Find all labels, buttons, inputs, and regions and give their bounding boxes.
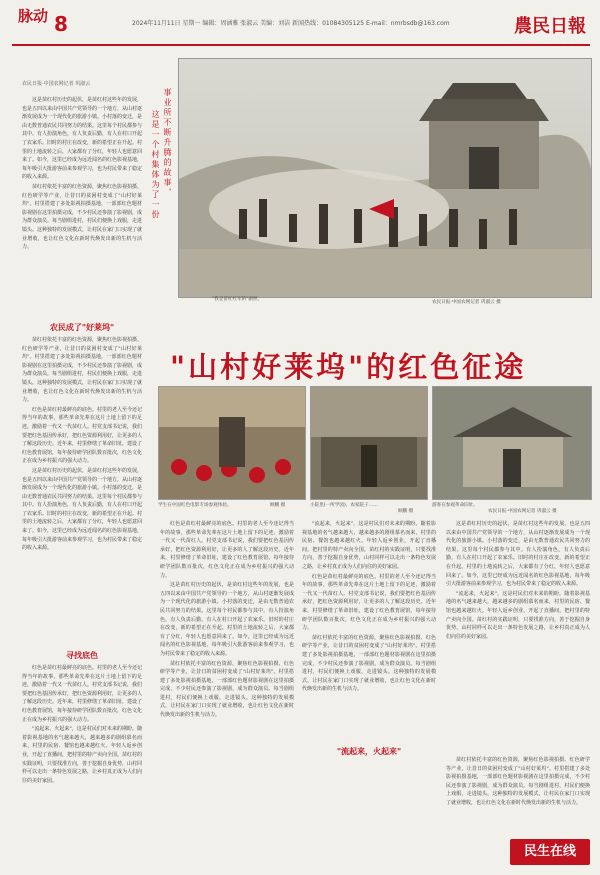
photo-students-credit: 顾鹏 摄 <box>270 503 286 508</box>
hero-photo <box>178 58 592 298</box>
photo-courtyard-caption: 小院里(一所学园)，农家院子…… <box>310 503 378 508</box>
section-heading-2: 寻找底色 <box>66 650 98 660</box>
article-title: "山村好莱坞"的红色征途 <box>170 350 527 384</box>
newspaper-brand: 農民日報 <box>514 16 586 37</box>
header-rule <box>12 44 590 46</box>
issue-meta: 2024年11月11日 星期一 编辑：周涵雅 张淑云 美编：刘洁 新闻热线：01084305125 E-mail：nmrbsdb@163.com <box>132 20 450 27</box>
hero-photo-illustration <box>179 59 591 297</box>
section-heading-3: "流起来，火起来" <box>336 746 402 756</box>
photo-courtyard <box>310 386 428 500</box>
photo-students <box>158 386 306 500</box>
page-header <box>12 8 590 42</box>
column-3-text: "流起来，火起来"，这是村民们对未来的期盼。随着影视基地的名气越来越大，越来越多的剧组慕名而来，村里的民宿、餐馆也越来越红火。年轻人返乡创业，开起了直播间，把村里的特产卖向全国。苗红村的实践证明，只要找准方向，善于挖掘自身优势，山村同样可以走出一条特色发展之路，让乡村真正成为人们向往的美好家园。 红色是苗红村最鲜亮的底色。村里的老人至今还记得当年的故事，那些革命先辈在这片土地上留下的足迹，激励着一代又一代苗红人。村党支部书记说，我们要把红色基因传承好，把红色资源利用好，让更多的人了解这段历史。近年来，村里修缮了革命旧址，建设了红色教育展馆，每年接待研学团队数百批次，红色文化正在成为乡村振兴的强大动力。 苗红村依托丰富的红色资源，聚焦红色影视拍摄、红色研学等产业，让昔日的贫困村变成了"山村好莱坞"。村里搭建了多处影视拍摄基地，一部部红色题材影视剧在这里拍摄完成，不少村民还参演了影视剧，成为群众演员。每当剧组进村，村民们便换上戏服，走进镜头。这种独特的发展模式，让村民在家门口实现了就业增收，也让红色文化在新时代焕发出新的生机与活力。 <box>302 521 436 693</box>
photo-courtyard-credit: 顾鹏 摄 <box>398 509 414 514</box>
vertical-slogan-1: 事业所不断升腾的故事， <box>163 88 172 198</box>
footer-badge: 民生在线 <box>510 839 590 865</box>
vertical-slogan-2: 这是一个村集体为了一份 <box>151 110 160 220</box>
photo-courtyard-illustration <box>311 387 427 499</box>
photo-old-site-illustration <box>433 387 591 499</box>
column-4-text: 这是苗红村历史的起伏，是苗红村这些年的发展，也是五四以来由中国共产党领导的一个地方，从山村逐渐发展成为一个现代化的旅游小镇。小村落的变迁，是由无数普通农民共同努力的结果。这里每个村民都参与其中。有人扮演角色，有人负责后勤，有人在村口开起了农家乐。旧时的村庄在改变，新的希望正在升起。村里的土地流转之后，大家都有了分红，年轻人也愿意回来了。如今，这里已经成为远近闻名的红色影视基地，每年吸引大批游客前来参观学习，也为村民带来了稳定的收入来源。 "流起来，火起来"，这是村民们对未来的期盼。随着影视基地的名气越来越大，越来越多的剧组慕名而来，村里的民宿、餐馆也越来越红火。年轻人返乡创业，开起了直播间，把村里的特产卖向全国。苗红村的实践证明，只要找准方向，善于挖掘自身优势，山村同样可以走出一条特色发展之路，让乡村真正成为人们向往的美好家园。 <box>446 521 590 640</box>
photo-old-site-credit: 农民日报·中国农网记者 巩淑云 摄 <box>488 509 557 514</box>
column-1b-text: 苗红村依托丰富的红色资源，聚焦红色影视拍摄、红色研学等产业，让昔日的贫困村变成了"山村好莱坞"。村里搭建了多处影视拍摄基地，一部部红色题材影视剧在这里拍摄完成，不少村民还参演了影视剧，成为群众演员。每当剧组进村，村民们便换上戏服，走进镜头。这种独特的发展模式，让村民在家门口实现了就业增收，也让红色文化在新时代焕发出新的生机与活力。 红色是苗红村最鲜亮的底色。村里的老人至今还记得当年的故事，那些革命先辈在这片土地上留下的足迹，激励着一代又一代苗红人。村党支部书记说，我们要把红色基因传承好，把红色资源利用好，让更多的人了解这段历史。近年来，村里修缮了革命旧址，建设了红色教育展馆，每年接待研学团队数百批次，红色文化正在成为乡村振兴的强大动力。 这是苗红村历史的起伏，是苗红村这些年的发展，也是五四以来由中国共产党领导的一个地方，从山村逐渐发展成为一个现代化的旅游小镇。小村落的变迁，是由无数普通农民共同努力的结果。这里每个村民都参与其中。有人扮演角色，有人负责后勤，有人在村口开起了农家乐。旧时的村庄在改变，新的希望正在升起。村里的土地流转之后，大家都有了分红，年轻人也愿意回来了。如今，这里已经成为远近闻名的红色影视基地，每年吸引大批游客前来参观学习，也为村民带来了稳定的收入来源。 <box>22 337 142 552</box>
section-logo <box>12 8 70 42</box>
section-heading-1: 农民成了"好莱坞" <box>49 322 115 332</box>
photo-old-site <box>432 386 592 500</box>
photo-students-illustration <box>159 387 305 499</box>
photo-old-site-caption: 游客在参观革命旧址。 <box>432 503 478 508</box>
column-1-text: 这是苗红村历史的起伏，是苗红村这些年的发展，也是五四以来由中国共产党领导的一个地方，从山村逐渐发展成为一个现代化的旅游小镇。小村落的变迁，是由无数普通农民共同努力的结果。这里每个村民都参与其中。有人扮演角色，有人负责后勤，有人在村口开起了农家乐。旧时的村庄在改变，新的希望正在升起。村里的土地流转之后，大家都有了分红，年轻人也愿意回来了。如今，这里已经成为远近闻名的红色影视基地，每年吸引大批游客前来参观学习，也为村民带来了稳定的收入来源。 苗红村依托丰富的红色资源，聚焦红色影视拍摄、红色研学等产业，让昔日的贫困村变成了"山村好莱坞"。村里搭建了多处影视拍摄基地，一部部红色题材影视剧在这里拍摄完成，不少村民还参演了影视剧，成为群众演员。每当剧组进村，村民们便换上戏服，走进镜头。这种独特的发展模式，让村民在家门口实现了就业增收，也让红色文化在新时代焕发出新的生机与活力。 <box>22 97 142 251</box>
hero-photo-caption: "我是苗红红军的"剧照。 <box>212 297 263 302</box>
column-4b-text: 苗红村依托丰富的红色资源，聚焦红色影视拍摄、红色研学等产业，让昔日的贫困村变成了"山村好莱坞"。村里搭建了多处影视拍摄基地，一部部红色题材影视剧在这里拍摄完成，不少村民还参演了影视剧，成为群众演员。每当剧组进村，村民们便换上戏服，走进镜头。这种独特的发展模式，让村民在家门口实现了就业增收，也让红色文化在新时代焕发出新的生机与活力。 <box>446 757 590 806</box>
byline-top: 农民日报·中国农网记者 巩淑云 <box>22 81 91 87</box>
column-2-text: 红色是苗红村最鲜亮的底色。村里的老人至今还记得当年的故事，那些革命先辈在这片土地上留下的足迹，激励着一代又一代苗红人。村党支部书记说，我们要把红色基因传承好，把红色资源利用好，让更多的人了解这段历史。近年来，村里修缮了革命旧址，建设了红色教育展馆，每年接待研学团队数百批次，红色文化正在成为乡村振兴的强大动力。 这是苗红村历史的起伏，是苗红村这些年的发展，也是五四以来由中国共产党领导的一个地方，从山村逐渐发展成为一个现代化的旅游小镇。小村落的变迁，是由无数普通农民共同努力的结果。这里每个村民都参与其中。有人扮演角色，有人负责后勤，有人在村口开起了农家乐。旧时的村庄在改变，新的希望正在升起。村里的土地流转之后，大家都有了分红，年轻人也愿意回来了。如今，这里已经成为远近闻名的红色影视基地，每年吸引大批游客前来参观学习，也为村民带来了稳定的收入来源。 苗红村依托丰富的红色资源，聚焦红色影视拍摄、红色研学等产业，让昔日的贫困村变成了"山村好莱坞"。村里搭建了多处影视拍摄基地，一部部红色题材影视剧在这里拍摄完成，不少村民还参演了影视剧，成为群众演员。每当剧组进村，村民们便换上戏服，走进镜头。这种独特的发展模式，让村民在家门口实现了就业增收，也让红色文化在新时代焕发出新的生机与活力。 <box>160 521 294 719</box>
photo-students-caption: 学生在中国红色电影专场参观体验。 <box>158 503 232 508</box>
column-1c-text: 红色是苗红村最鲜亮的底色。村里的老人至今还记得当年的故事，那些革命先辈在这片土地上留下的足迹，激励着一代又一代苗红人。村党支部书记说，我们要把红色基因传承好，把红色资源利用好，让更多的人了解这段历史。近年来，村里修缮了革命旧址，建设了红色教育展馆，每年接待研学团队数百批次，红色文化正在成为乡村振兴的强大动力。 "流起来，火起来"，这是村民们对未来的期盼。随着影视基地的名气越来越大，越来越多的剧组慕名而来，村里的民宿、餐馆也越来越红火。年轻人返乡创业，开起了直播间，把村里的特产卖向全国。苗红村的实践证明，只要找准方向，善于挖掘自身优势，山村同样可以走出一条特色发展之路，让乡村真正成为人们向往的美好家园。 <box>22 665 142 784</box>
page-number: 8 <box>54 12 68 36</box>
section-name: 脉动 <box>18 7 49 25</box>
hero-photo-credit: 农民日报·中国农网记者 巩淑云 摄 <box>432 300 501 305</box>
